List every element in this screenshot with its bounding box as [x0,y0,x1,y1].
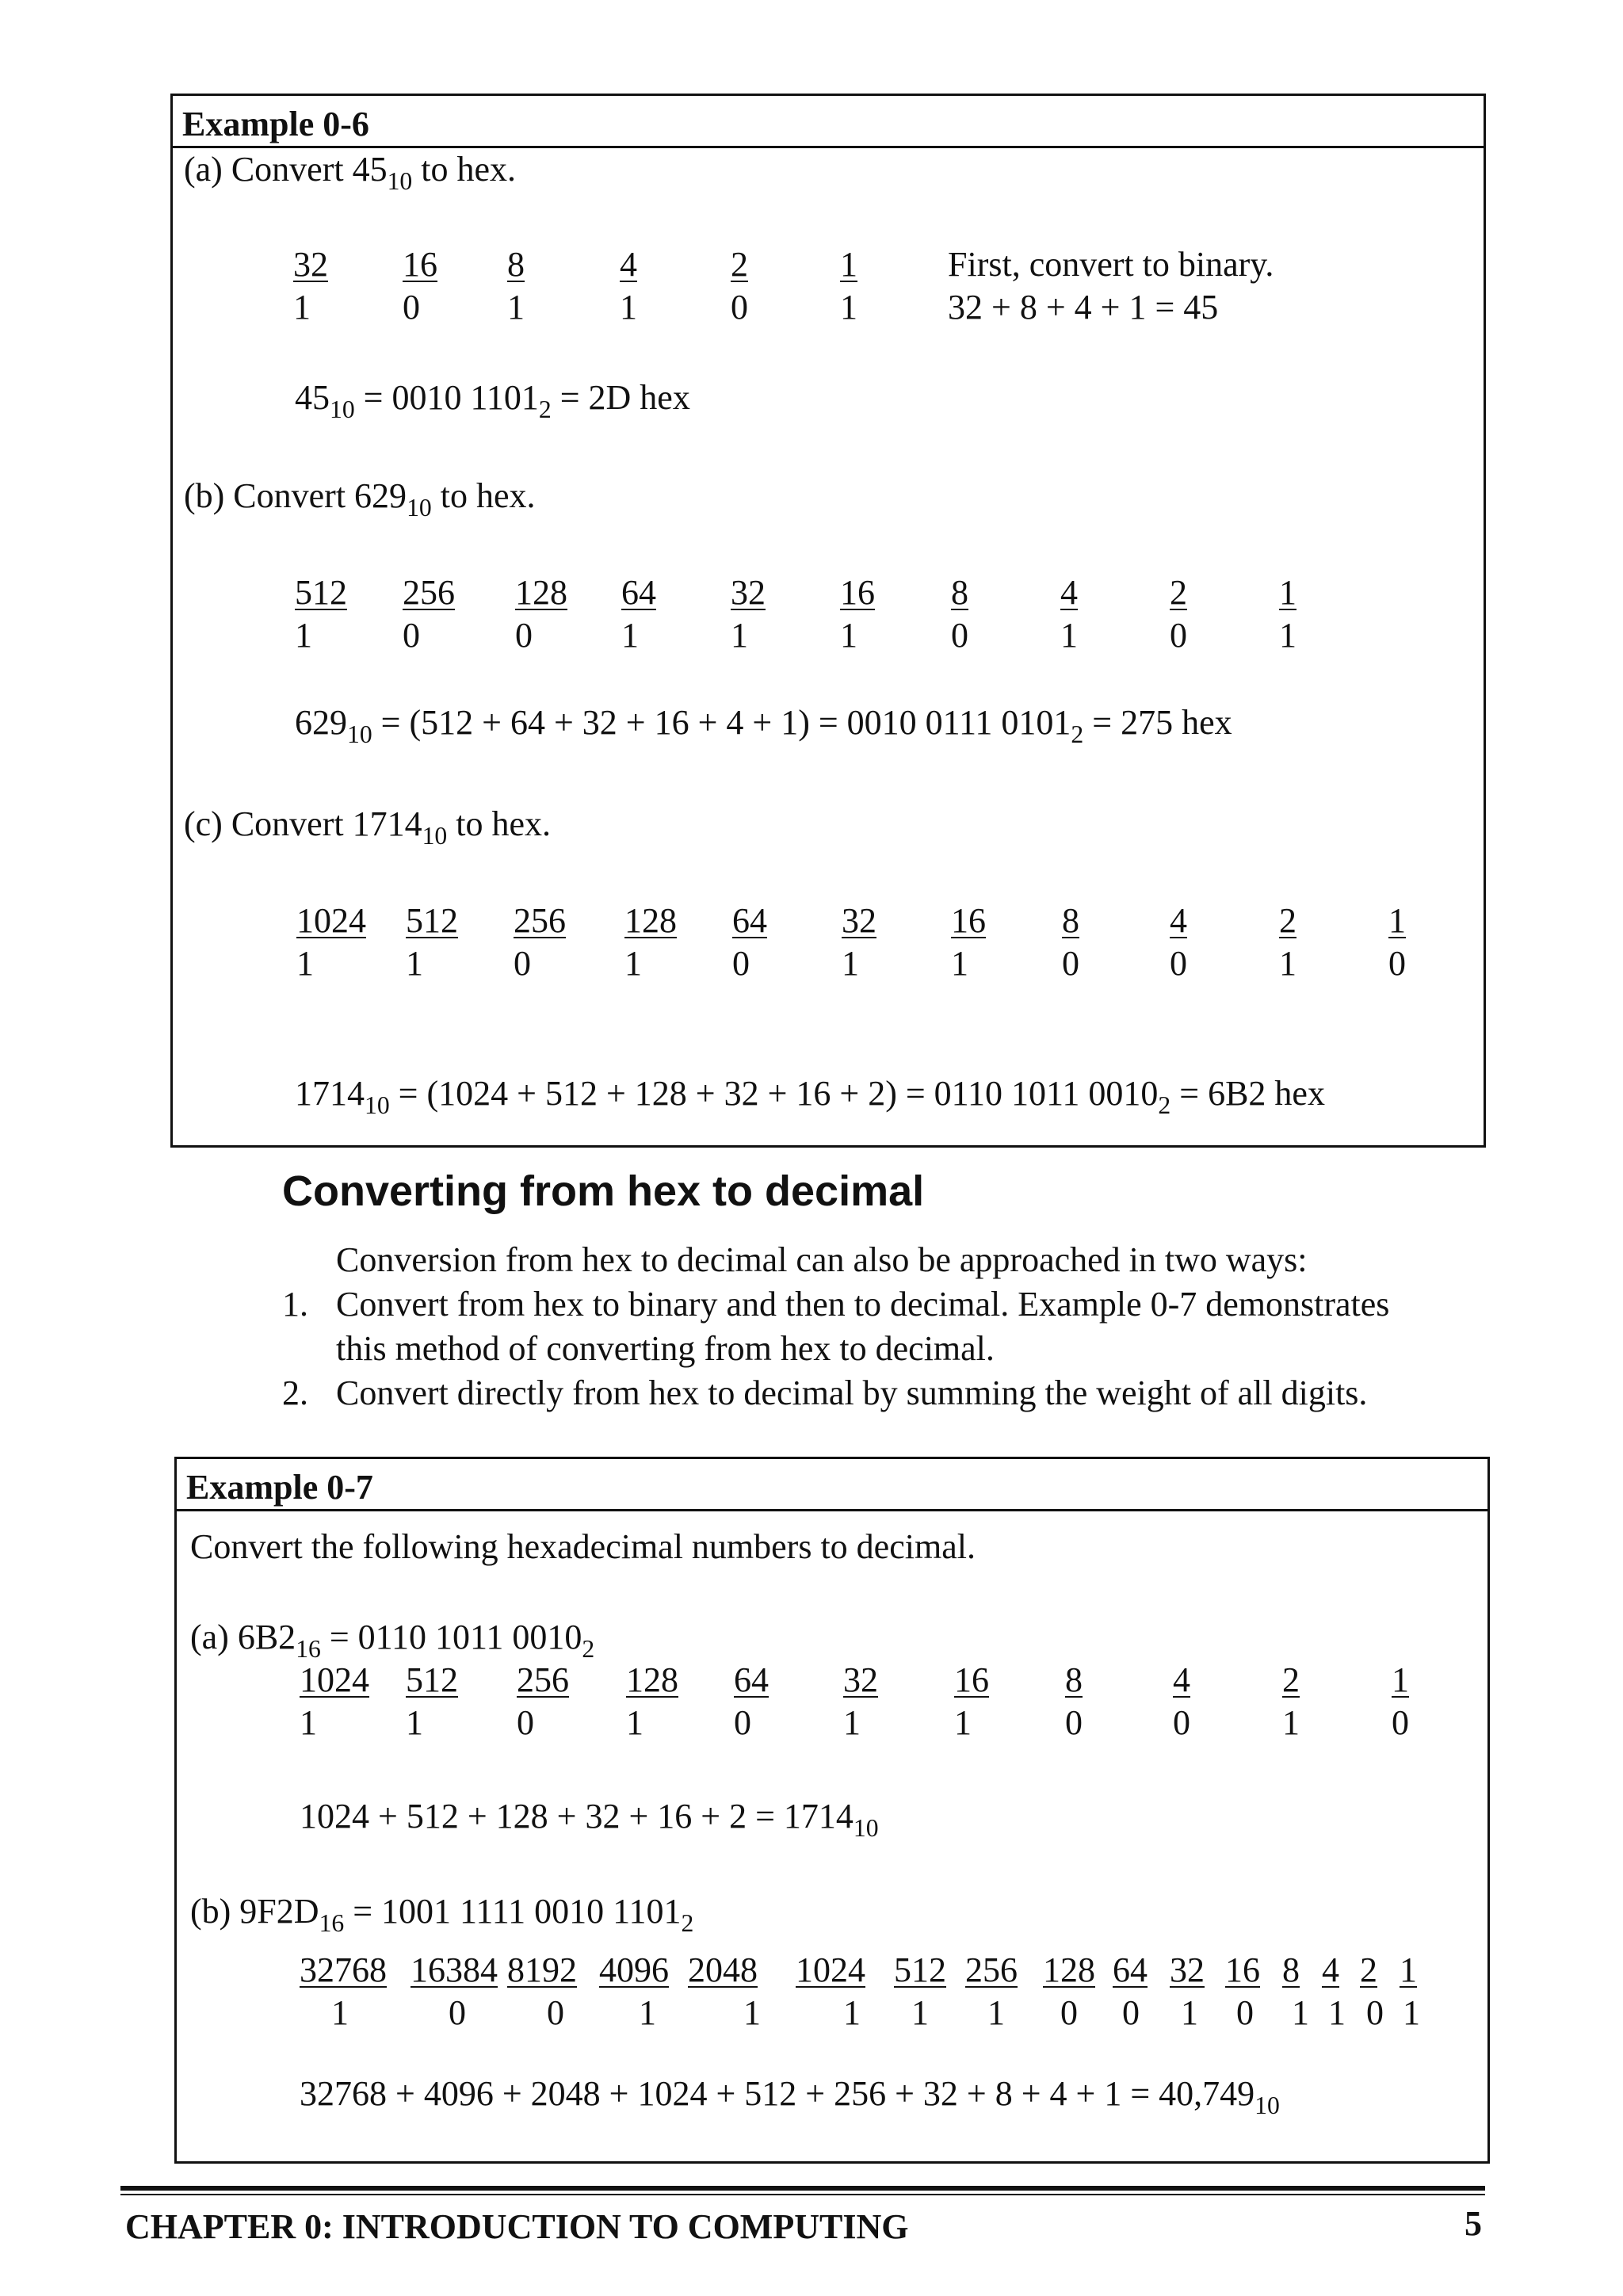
bit-cell: 1 [296,944,314,983]
section-intro: Conversion from hex to decimal can also be approached in two ways: [336,1240,1308,1279]
weight-cell: 256 [965,1950,1018,1989]
weight-cell: 8 [1065,1660,1083,1699]
footer-chapter-title: CHAPTER 0: INTRODUCTION TO COMPUTING [125,2207,909,2246]
bit-cell: 0 [547,1993,564,2032]
bit-cell: 1 [1181,1993,1198,2032]
bit-cell: 0 [449,1993,466,2032]
bit-cell: 1 [624,944,642,983]
weight-cell: 8 [507,245,525,284]
bit-cell: 1 [639,1993,656,2032]
weight-cell: 256 [517,1660,569,1699]
example-intro: Convert the following hexadecimal numbers to decimal. [190,1527,976,1566]
bit-cell: 0 [1173,1703,1190,1742]
bit-cell: 1 [626,1703,643,1742]
bit-cell: 1 [1279,616,1296,655]
bit-cell: 0 [517,1703,534,1742]
weight-cell: 64 [734,1660,769,1699]
result-line: $45_{10} = 0010$ $1101_2 = 2D$ hex [295,378,690,424]
weight-cell: 32768 [300,1950,387,1989]
sum-line: $32768 + 4096 + 2048 + 1024 + 512 + 256 + 32 + 8 + 4 + 1 = 40,749_{10}$ [300,2074,1280,2120]
bit-cell: 1 [840,288,857,327]
weight-cell: 8 [1062,901,1079,940]
weight-cell: 4096 [599,1950,669,1989]
bit-cell: 1 [621,616,639,655]
weight-cell: 2 [1282,1660,1300,1699]
example-b-prompt: (b) Convert $629_{10}$ to hex. [184,476,536,522]
weight-cell: 2 [1279,901,1296,940]
equation-line: (b) $9F2D_{16} = 1001$ 1111 0010 $1101_2$ [190,1892,694,1938]
bit-cell: 0 [1065,1703,1083,1742]
weight-cell: 16 [1225,1950,1260,1989]
weight-cell: 1024 [796,1950,865,1989]
footer-rule-thick [120,2186,1485,2191]
weight-cell: 4 [1173,1660,1190,1699]
bit-cell: 1 [843,1703,861,1742]
bit-cell: 0 [734,1703,751,1742]
bit-cell: 1 [1292,1993,1309,2032]
weight-cell: 1 [1400,1950,1417,1989]
weight-cell: 512 [406,901,458,940]
list-item-text: Convert from hex to binary and then to decimal. Example 0-7 demonstrates [336,1285,1390,1324]
weight-cell: 256 [514,901,566,940]
bit-cell: 1 [1328,1993,1346,2032]
bit-cell: 1 [951,944,968,983]
example-title: Example 0-7 [186,1468,373,1507]
weight-cell: 4 [1322,1950,1339,1989]
bit-cell: 1 [843,1993,861,2032]
weight-cell: 16 [954,1660,989,1699]
example-a-prompt: (a) Convert $45_{10}$ to hex. [184,150,517,196]
weight-cell: 1 [1392,1660,1409,1699]
bit-cell: 1 [1060,616,1078,655]
bit-cell: 0 [951,616,968,655]
weight-cell: 512 [295,573,347,612]
bit-cell: 1 [331,1993,349,2032]
weight-cell: 32 [293,245,328,284]
weight-cell: 512 [894,1950,946,1989]
note-line: 32 + 8 + 4 + 1 = 45 [948,288,1219,327]
bit-cell: 1 [1282,1703,1300,1742]
weight-cell: 64 [621,573,656,612]
bit-cell: 0 [1170,616,1187,655]
note-line: First, convert to binary. [948,245,1274,284]
weight-cell: 8 [1282,1950,1300,1989]
equation-line: (a) $6B2_{16} = 0110$ 1011 $0010_2$ [190,1618,595,1664]
weight-cell: 2048 [688,1950,758,1989]
bit-cell: 0 [731,288,748,327]
bit-cell: 1 [1403,1993,1420,2032]
list-number: 2. [282,1373,308,1412]
weight-cell: 2 [1360,1950,1377,1989]
result-line: $629_{10} = (512 + 64 + 32 + 16 + 4 + 1) = 0010$ 0111 $0101_2 = 275$ hex [295,703,1232,749]
bit-cell: 0 [1170,944,1187,983]
bit-cell: 0 [514,944,531,983]
page-number: 5 [1465,2204,1482,2243]
weight-cell: 32 [1170,1950,1205,1989]
weight-cell: 2 [731,245,748,284]
weight-cell: 1024 [296,901,366,940]
bit-cell: 1 [300,1703,317,1742]
weight-cell: 4 [620,245,637,284]
bit-cell: 1 [911,1993,929,2032]
weight-cell: 1 [1388,901,1406,940]
weight-cell: 8 [951,573,968,612]
bit-cell: 1 [840,616,857,655]
weight-cell: 128 [515,573,567,612]
weight-cell: 4 [1060,573,1078,612]
bit-cell: 1 [406,1703,423,1742]
weight-cell: 4 [1170,901,1187,940]
weight-cell: 512 [406,1660,458,1699]
sum-line: $1024 + 512 + 128 + 32 + 16 + 2 = 1714_{10}$ [300,1797,879,1843]
example-header [173,96,1484,148]
bit-cell: 1 [620,288,637,327]
weight-cell: 32 [731,573,766,612]
list-item-text: Convert directly from hex to decimal by summing the weight of all digits. [336,1373,1368,1412]
weight-cell: 256 [403,573,455,612]
bit-cell: 1 [731,616,748,655]
weight-cell: 64 [732,901,767,940]
weight-cell: 32 [842,901,876,940]
bit-cell: 1 [507,288,525,327]
bit-cell: 1 [406,944,423,983]
weight-cell: 1 [1279,573,1296,612]
bit-cell: 0 [515,616,533,655]
example-c-prompt: (c) Convert $1714_{10}$ to hex. [184,804,552,850]
bit-cell: 0 [1366,1993,1384,2032]
list-item-text: this method of converting from hex to decimal. [336,1329,995,1368]
example-header [177,1459,1487,1511]
weight-cell: 128 [626,1660,678,1699]
bit-cell: 0 [1388,944,1406,983]
weight-cell: 2 [1170,573,1187,612]
weight-cell: 16 [403,245,437,284]
bit-cell: 0 [1062,944,1079,983]
bit-cell: 1 [293,288,311,327]
bit-cell: 1 [987,1993,1005,2032]
section-heading: Converting from hex to decimal [282,1167,925,1215]
list-number: 1. [282,1285,308,1324]
bit-cell: 0 [732,944,750,983]
weight-cell: 64 [1113,1950,1148,1989]
result-line: $1714_{10} = (1024 + 512 + 128 + 32 + 16 + 2) = 0110$ 1011 $0010_2 = 6B2$ hex [295,1074,1325,1120]
bit-cell: 1 [1279,944,1296,983]
weight-cell: 32 [843,1660,878,1699]
weight-cell: 16384 [411,1950,498,1989]
bit-cell: 0 [403,288,420,327]
bit-cell: 0 [1236,1993,1254,2032]
bit-cell: 0 [1060,1993,1078,2032]
weight-cell: 16 [840,573,875,612]
bit-cell: 1 [295,616,312,655]
weight-cell: 1024 [300,1660,369,1699]
bit-cell: 0 [1122,1993,1140,2032]
example-title: Example 0-6 [182,105,369,143]
weight-cell: 128 [624,901,677,940]
weight-cell: 128 [1043,1950,1095,1989]
bit-cell: 0 [403,616,420,655]
bit-cell: 0 [1392,1703,1409,1742]
weight-cell: 16 [951,901,986,940]
bit-cell: 1 [842,944,859,983]
weight-cell: 1 [840,245,857,284]
footer-rule-thin [120,2194,1485,2195]
bit-cell: 1 [954,1703,972,1742]
weight-cell: 8192 [507,1950,577,1989]
bit-cell: 1 [743,1993,761,2032]
